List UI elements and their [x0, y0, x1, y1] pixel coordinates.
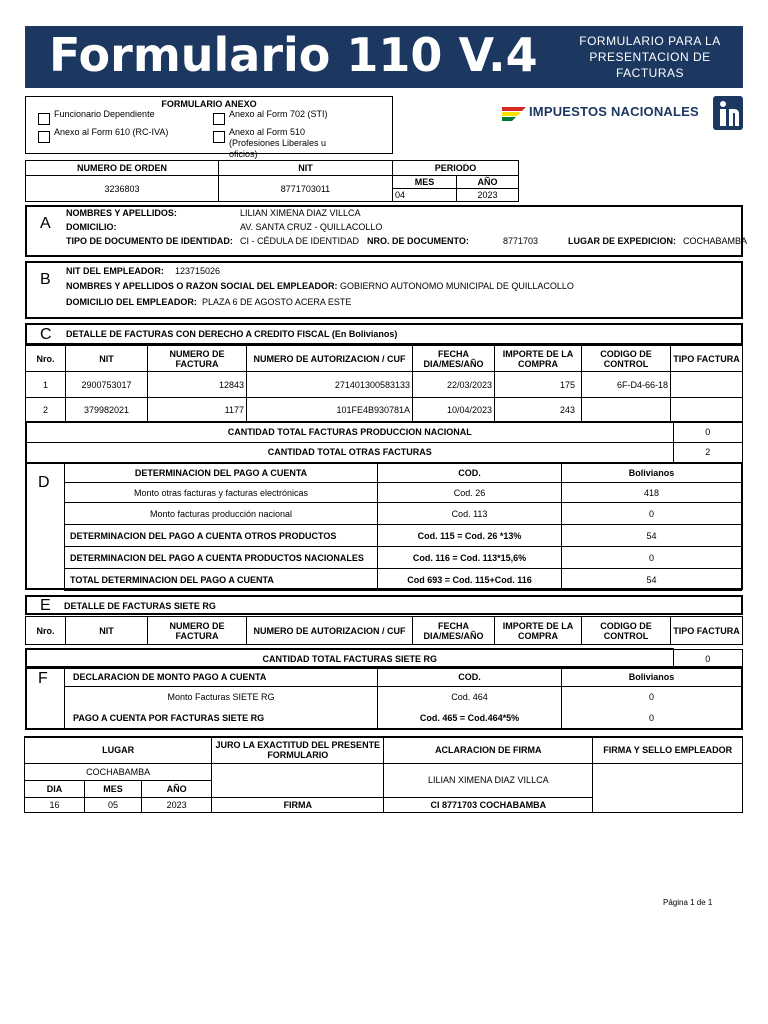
- cell-cod: Cod. 113: [378, 503, 562, 525]
- section-letter: F: [38, 670, 48, 687]
- cell-fecha: 10/04/2023: [413, 398, 495, 422]
- nro-doc-label: NRO. DE DOCUMENTO:: [367, 236, 469, 246]
- cell-label: Monto otras facturas y facturas electrónicas: [65, 483, 378, 503]
- section-e-title: DETALLE DE FACTURAS SIETE RG: [64, 601, 216, 611]
- table-row: [65, 569, 742, 591]
- declaracion-table: [64, 667, 742, 729]
- cell-factura: 12843: [148, 372, 247, 398]
- cell-val: 0: [562, 503, 742, 525]
- nombres-label: NOMBRES Y APELLIDOS:: [66, 208, 177, 218]
- total-siete-label: CANTIDAD TOTAL FACTURAS SIETE RG: [26, 649, 673, 668]
- domicilio-empleador-label: DOMICILIO DEL EMPLEADOR:: [66, 297, 197, 307]
- mes-value: 05: [85, 797, 142, 812]
- table-row: [65, 483, 742, 503]
- nombres-value: LILIAN XIMENA DIAZ VILLCA: [240, 208, 361, 218]
- section-letter: A: [40, 215, 51, 232]
- subtitle-line: FORMULARIO PARA LA: [579, 34, 721, 48]
- brand-logo: [500, 96, 744, 130]
- section-letter: C: [40, 326, 52, 343]
- header-cod: COD.: [378, 464, 562, 483]
- header-tipo: TIPO FACTURA: [671, 617, 743, 645]
- anio-label: AÑO: [142, 780, 212, 797]
- nit-empleador-label: NIT DEL EMPLEADOR:: [66, 266, 164, 276]
- facturas-table: [25, 345, 743, 422]
- header-bolivianos: Bolivianos: [562, 668, 742, 687]
- cell-label: PAGO A CUENTA POR FACTURAS SIETE RG: [65, 708, 378, 729]
- cell-codigo: [582, 398, 671, 422]
- tipo-doc-label: TIPO DE DOCUMENTO DE IDENTIDAD:: [66, 236, 233, 246]
- subtitle-line: FACTURAS: [615, 66, 684, 80]
- cell-val: 0: [562, 547, 742, 569]
- anio-value: 2023: [457, 189, 519, 202]
- cell-val: 418: [562, 483, 742, 503]
- dia-label: DIA: [25, 780, 85, 797]
- total-nacional-label: CANTIDAD TOTAL FACTURAS PRODUCCION NACIONAL: [26, 422, 673, 442]
- cell-cod: Cod. 465 = Cod.464*5%: [378, 708, 562, 729]
- col-orden: NUMERO DE ORDEN: [26, 161, 219, 176]
- cell-factura: 1177: [148, 398, 247, 422]
- header-nit: NIT: [66, 617, 148, 645]
- impuestos-logo-icon: [713, 96, 743, 130]
- header-codigo: CODIGO DE CONTROL: [582, 617, 671, 645]
- total-siete-value: 0: [673, 649, 743, 668]
- total-otras-label: CANTIDAD TOTAL OTRAS FACTURAS: [26, 442, 673, 462]
- cell-label: Monto Facturas SIETE RG: [65, 687, 378, 708]
- cell-label: Monto facturas producción nacional: [65, 503, 378, 525]
- dia-value: 16: [25, 797, 85, 812]
- cell-val: 54: [562, 525, 742, 547]
- total-otras-value: 2: [673, 442, 743, 462]
- cell-nit: 379982021: [66, 398, 148, 422]
- firma-space: [212, 763, 384, 797]
- cell-cod: Cod. 116 = Cod. 113*15,6%: [378, 547, 562, 569]
- bolivia-flag-icon: [502, 107, 526, 121]
- cell-tipo: [671, 372, 743, 398]
- cell-importe: 243: [495, 398, 582, 422]
- header-fecha: FECHA DIA/MES/AÑO: [413, 346, 495, 372]
- cell-label: DETERMINACION DEL PAGO A CUENTA OTROS PRODUCTOS: [65, 525, 378, 547]
- aclaracion-value: LILIAN XIMENA DIAZ VILLCA: [384, 763, 593, 797]
- checkbox[interactable]: [213, 131, 225, 143]
- mes-value: 04: [393, 189, 457, 202]
- checkbox[interactable]: [38, 113, 50, 125]
- option-funcionario[interactable]: Funcionario Dependiente: [38, 109, 208, 120]
- header-declaracion: DECLARACION DE MONTO PAGO A CUENTA: [65, 668, 378, 687]
- header-codigo: CODIGO DE CONTROL: [582, 346, 671, 372]
- header-tipo: TIPO FACTURA: [671, 346, 743, 372]
- cell-fecha: 22/03/2023: [413, 372, 495, 398]
- section-c-header: [25, 323, 743, 345]
- cell-nit: 2900753017: [66, 372, 148, 398]
- option-form-610[interactable]: Anexo al Form 610 (RC-IVA): [38, 127, 208, 138]
- orden-value: 3236803: [26, 176, 219, 202]
- col-nit: NIT: [219, 161, 393, 176]
- aclaracion-label: ACLARACION DE FIRMA: [384, 737, 593, 763]
- sello-label: FIRMA Y SELLO EMPLEADOR: [593, 737, 743, 763]
- lugar-exp-label: LUGAR DE EXPEDICION:: [568, 236, 677, 246]
- table-row: [65, 547, 742, 569]
- ci-value: CI 8771703 COCHABAMBA: [384, 797, 593, 812]
- cell-tipo: [671, 398, 743, 422]
- cell-cod: Cod. 464: [378, 687, 562, 708]
- section-e-header: [25, 595, 743, 615]
- nro-doc-value: 8771703: [503, 236, 539, 246]
- cell-val: 0: [562, 708, 742, 729]
- cell-autorizacion: 271401300583133: [247, 372, 413, 398]
- mes-label: MES: [85, 780, 142, 797]
- header-autorizacion: NUMERO DE AUTORIZACION / CUF: [247, 617, 413, 645]
- form-subtitle: [565, 33, 735, 81]
- col-anio: AÑO: [457, 176, 519, 189]
- tipo-doc-value: CI - CÉDULA DE IDENTIDAD: [240, 236, 360, 246]
- option-form-510[interactable]: Anexo al Form 510 (Profesiones Liberales u oficios): [213, 127, 353, 160]
- header-autorizacion: NUMERO DE AUTORIZACION / CUF: [247, 346, 413, 372]
- cell-codigo: 6F-D4-66-18: [582, 372, 671, 398]
- cell-importe: 175: [495, 372, 582, 398]
- section-a: [25, 205, 748, 257]
- checkbox[interactable]: [213, 113, 225, 125]
- table-row: [65, 708, 742, 729]
- header-factura: NUMERO DE FACTURA: [148, 346, 247, 372]
- cell-cod: Cod. 26: [378, 483, 562, 503]
- section-letter: E: [40, 597, 51, 614]
- lugar-label: LUGAR: [25, 737, 212, 763]
- section-b: [25, 261, 743, 319]
- razon-social-value: GOBIERNO AUTONOMO MUNICIPAL DE QUILLACOLLO: [340, 281, 574, 291]
- table-row: [65, 525, 742, 547]
- table-row: [65, 503, 742, 525]
- option-form-702[interactable]: Anexo al Form 702 (STI): [213, 109, 383, 120]
- anio-value: 2023: [142, 797, 212, 812]
- header-nro: Nro.: [26, 617, 66, 645]
- cell-label: TOTAL DETERMINACION DEL PAGO A CUENTA: [65, 569, 378, 591]
- cell-label: DETERMINACION DEL PAGO A CUENTA PRODUCTOS NACIONALES: [65, 547, 378, 569]
- orden-table: [25, 160, 519, 202]
- form-title: Formulario 110 V.4: [49, 28, 538, 82]
- lugar-value: COCHABAMBA: [25, 763, 212, 780]
- cell-val: 0: [562, 687, 742, 708]
- sello-space: [593, 763, 743, 812]
- col-periodo: PERIODO: [393, 161, 519, 176]
- cell-cod: Cod 693 = Cod. 115+Cod. 116: [378, 569, 562, 591]
- header-nro: Nro.: [26, 346, 66, 372]
- determinacion-table: [64, 463, 742, 591]
- totales-table: [25, 421, 743, 463]
- header-bolivianos: Bolivianos: [562, 464, 742, 483]
- cell-autorizacion: 101FE4B930781A: [247, 398, 413, 422]
- page-number: Página 1 de 1: [663, 898, 713, 907]
- header-importe: IMPORTE DE LA COMPRA: [495, 346, 582, 372]
- cell-val: 54: [562, 569, 742, 591]
- siete-rg-table: [25, 616, 743, 645]
- cell-nro: 1: [26, 372, 66, 398]
- razon-social-label: NOMBRES Y APELLIDOS O RAZON SOCIAL DEL EMPLEADOR:: [66, 281, 338, 291]
- domicilio-value: AV. SANTA CRUZ - QUILLACOLLO: [240, 222, 383, 232]
- checkbox[interactable]: [38, 131, 50, 143]
- nit-value: 8771703011: [219, 176, 393, 202]
- section-letter: B: [40, 271, 51, 288]
- anexo-box: [25, 96, 393, 159]
- header-determinacion: DETERMINACION DEL PAGO A CUENTA: [65, 464, 378, 483]
- section-c-title: DETALLE DE FACTURAS CON DERECHO A CREDITO FISCAL (En Bolivianos): [66, 329, 398, 339]
- header-factura: NUMERO DE FACTURA: [148, 617, 247, 645]
- anexo-title: FORMULARIO ANEXO: [161, 99, 257, 109]
- juro-label: JURO LA EXACTITUD DEL PRESENTE FORMULARIO: [212, 737, 384, 763]
- table-row: [26, 372, 743, 398]
- cell-nro: 2: [26, 398, 66, 422]
- lugar-exp-value: COCHABAMBA: [683, 236, 748, 246]
- firma-label: FIRMA: [212, 797, 384, 812]
- table-row: [65, 687, 742, 708]
- header-fecha: FECHA DIA/MES/AÑO: [413, 617, 495, 645]
- cell-cod: Cod. 115 = Cod. 26 *13%: [378, 525, 562, 547]
- domicilio-empleador-value: PLAZA 6 DE AGOSTO ACERA ESTE: [202, 297, 352, 307]
- firma-table: [24, 736, 743, 813]
- table-row: [26, 398, 743, 422]
- section-letter: D: [38, 474, 50, 491]
- header-importe: IMPORTE DE LA COMPRA: [495, 617, 582, 645]
- subtitle-line: PRESENTACION DE: [589, 50, 711, 64]
- form-header: [25, 26, 743, 88]
- domicilio-label: DOMICILIO:: [66, 222, 117, 232]
- nit-empleador-value: 123715026: [175, 266, 221, 276]
- header-nit: NIT: [66, 346, 148, 372]
- header-cod: COD.: [378, 668, 562, 687]
- col-mes: MES: [393, 176, 457, 189]
- total-nacional-value: 0: [673, 422, 743, 442]
- brand-name: IMPUESTOS NACIONALES: [529, 104, 699, 119]
